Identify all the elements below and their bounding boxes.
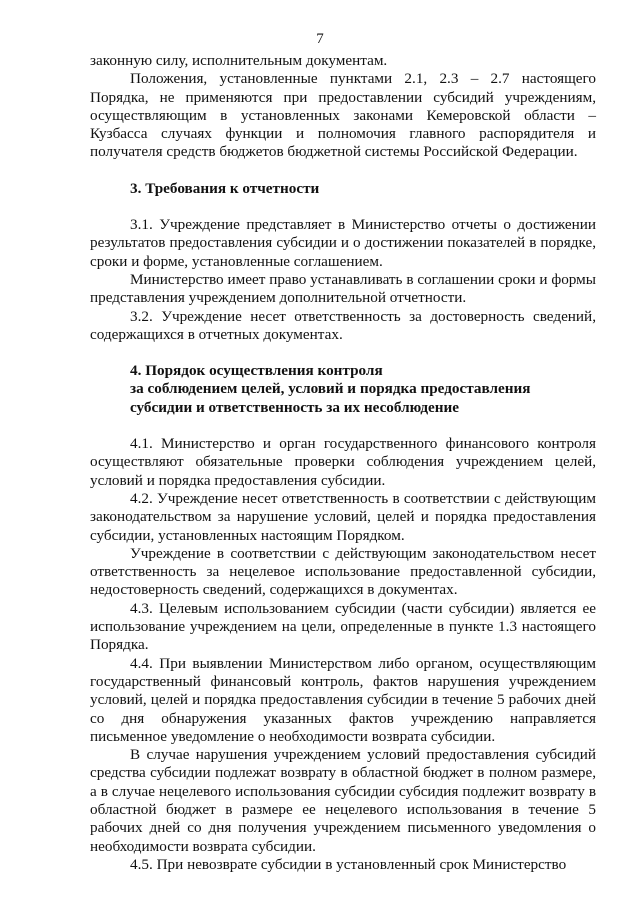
paragraph-4-5: 4.5. При невозврате субсидии в установленный срок Министерство <box>130 855 567 873</box>
section-4-heading-line-3: субсидии и ответственность за их несоблюдение <box>130 398 460 416</box>
paragraph-4-2: 4.2. Учреждение несет ответственность в соответствии с действующим законодательством за нарушение условий, целей и порядка предоставления субсидии, установленных настоящим Порядком. <box>90 489 596 544</box>
paragraph-4-3: 4.3. Целевым использованием субсидии (части субсидии) является ее использование учреждением на цели, определенные в пункте 1.3 настоящего Порядка. <box>90 599 596 654</box>
page-number: 7 <box>316 31 324 47</box>
section-4-heading-line-1: 4. Порядок осуществления контроля <box>130 362 383 380</box>
paragraph-3-1-extra: Министерство имеет право устанавливать в соглашении сроки и формы представления учреждением дополнительной отчетности. <box>90 270 596 307</box>
paragraph-4-1: 4.1. Министерство и орган государственного финансового контроля осуществляют обязательные проверки соблюдения учреждением целей, условий и порядка предоставления субсидии. <box>90 435 596 489</box>
paragraph-4-4-refund: В случае нарушения учреждением условий предоставления субсидий средства субсидии подлежат возврату в областной бюджет в полном размере, а в случае нецелевого использования субсидии субсидия подлежит возврату в областной бюджет в размере ее нецелевого использования в течение 5 рабочих дней со дня получения учреждением письменного уведомления о необходимости возврата субсидии. <box>90 746 596 855</box>
paragraph-continuation: законную силу, исполнительным документам. <box>90 52 388 69</box>
paragraph-4-4: 4.4. При выявлении Министерством либо органом, осуществляющим государственный финансовый контроль, фактов нарушения учреждением условий, целей и порядка предоставления субсидии в течение 5 рабочих дней со дня обнаружения указанных фактов учреждению направляется письменное уведомление о необходимости возврата субсидии. <box>90 654 596 745</box>
section-4-heading-line-2: за соблюдением целей, условий и порядка предоставления <box>130 380 531 398</box>
spacer <box>90 198 596 216</box>
paragraph-3-1: 3.1. Учреждение представляет в Министерство отчеты о достижении результатов предоставления субсидии и о достижении показателей в порядке, сроки и форме, установленные соглашением. <box>90 216 596 270</box>
spacer <box>90 162 596 180</box>
paragraph-3-2: 3.2. Учреждение несет ответственность за достоверность сведений, содержащихся в отчетных документах. <box>90 307 596 343</box>
paragraph-exemptions: Положения, установленные пунктами 2.1, 2.3 – 2.7 настоящего Порядка, не применяются при предоставлении субсидий учреждениям, осуществляющим в установленных законами Кемеровской области – Кузбасса случаях функции и полномочия главного распорядителя и получателя средств бюджетов бюджетной системы Российской Федерации. <box>90 70 596 161</box>
section-3-heading: 3. Требования к отчетности <box>130 179 320 197</box>
document-body <box>90 52 596 874</box>
paragraph-4-2-liability: Учреждение в соответствии с действующим законодательством несет ответственность за нецелевое использование предоставленной субсидии, недостоверность сведений, содержащихся в документах. <box>90 544 596 599</box>
spacer <box>90 417 596 435</box>
spacer <box>90 344 596 362</box>
